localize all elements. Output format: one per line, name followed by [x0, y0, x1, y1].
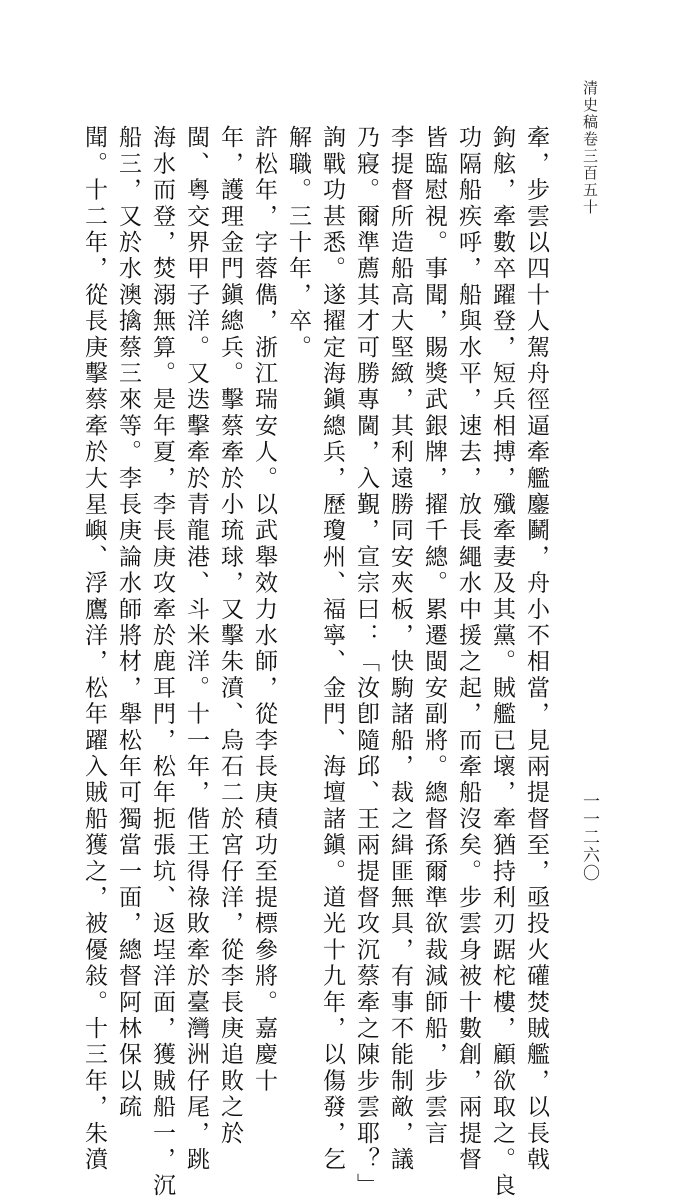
- text-column: 解職。三十年，卒。: [285, 125, 311, 361]
- text-column: 閩、粵交界甲子洋。又迭擊牽於青龍港、斗米洋。十一年，偕王得祿敗牽於臺灣洲仔尾，跳: [183, 125, 209, 1173]
- text-column: 皆臨慰視。事聞，賜獎武銀牌，擢千總。累遷閩安副將。總督孫爾準欲裁減師船，步雲言: [421, 125, 447, 1147]
- text-column: 年，護理金門鎭總兵。擊蔡牽於小琉球，又擊朱濆、烏石二於宮仔洋，從李長庚追敗之於: [217, 125, 243, 1147]
- text-column: 船三，又於水澳擒蔡三來等。李長庚論水師將材，舉松年可獨當一面，總督阿林保以疏: [115, 125, 141, 1121]
- text-column: 牽，步雲以四十人駕舟徑逼牽艦鏖鬭，舟小不相當，見兩提督至，亟投火礶焚賊艦，以長戟: [523, 125, 549, 1173]
- text-column: 海水而登，焚溺無算。是年夏，李長庚攻牽於鹿耳門，松年扼張坑、返埕洋面，獲賊船一，沉: [149, 125, 175, 1199]
- text-column: 許松年，字蓉儁，浙江瑞安人。以武舉效力水師，從李長庚積功至提標參將。嘉慶十: [251, 125, 277, 1095]
- page-number: 一一二六〇: [579, 792, 599, 882]
- text-column: 鉤舷，牽數卒躍登，短兵相搏，殲牽妻及其黨。賊艦已壞，牽猶持利刃踞柁樓，顧欲取之。良: [489, 125, 515, 1199]
- text-column: 詢戰功甚悉。遂擢定海鎭總兵，歷瓊州、福寧、金門、海壇諸鎭。道光十九年，以傷發，乞: [319, 125, 345, 1173]
- text-column: 李提督所造船高大堅緻，其利遠勝同安夾板，快駒諸船，裁之緝匪無具，有事不能制敵，議: [387, 125, 413, 1173]
- running-title: 清史稿卷三百五十: [581, 80, 599, 216]
- text-column: 乃寢。爾準薦其才可勝專閫，入覲，宣宗曰：「汝卽隨邱、王兩提督攻沉蔡牽之陳步雲耶？」: [353, 125, 379, 1199]
- text-column: 聞。十二年，從長庚擊蔡牽於大星嶼、浮鷹洋，松年躍入賊船獲之，被優敍。十三年，朱濆: [81, 125, 107, 1173]
- text-column: 功隔船疾呼，船與水平，速去，放長繩水中援之起，而牽船沒矣。步雲身被十數創，兩提督: [455, 125, 481, 1173]
